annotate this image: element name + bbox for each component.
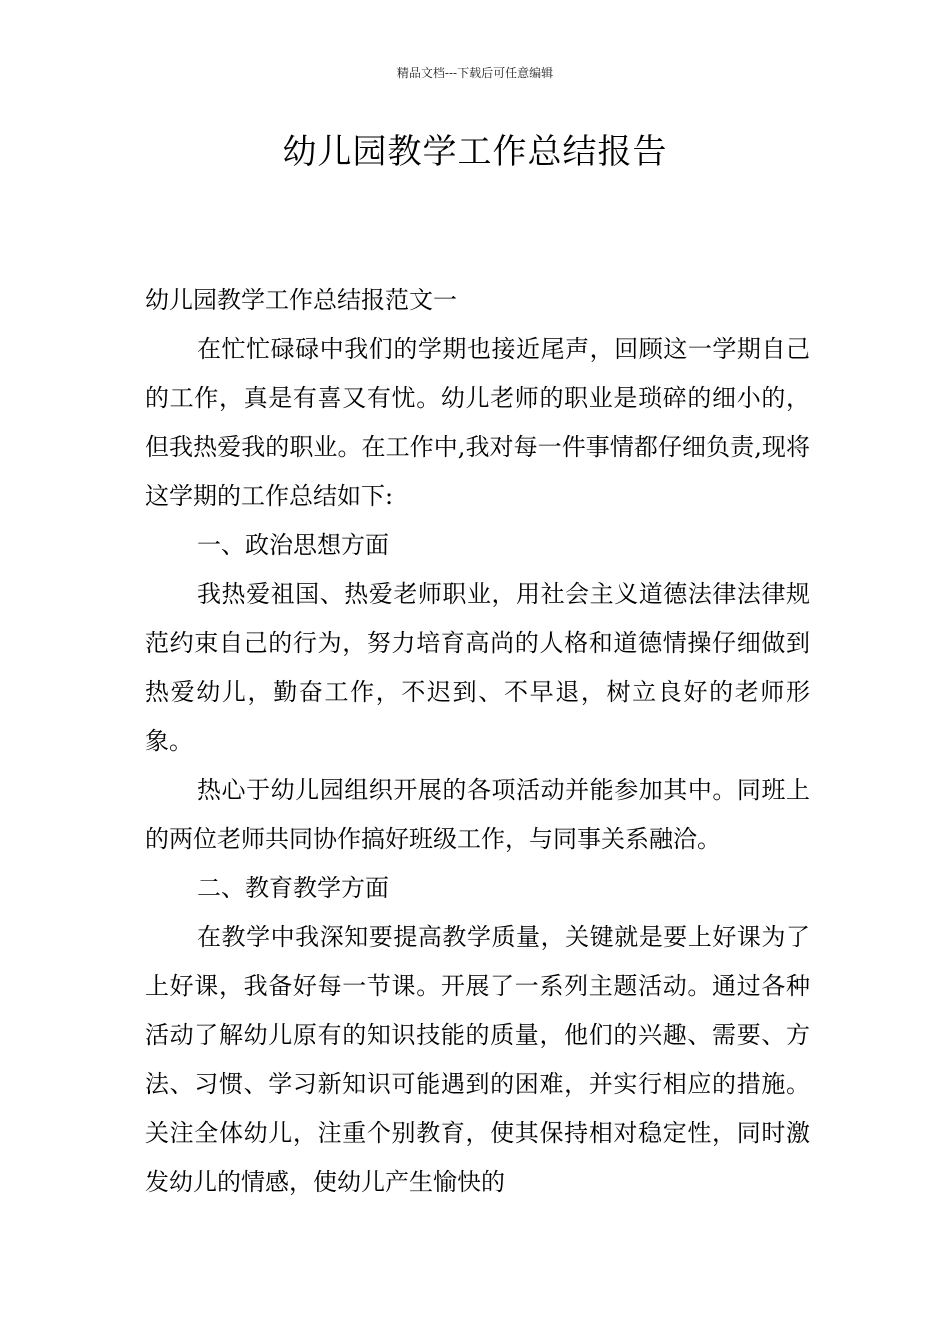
paragraph-intro: 在忙忙碌碌中我们的学期也接近尾声，回顾这一学期自己的工作，真是有喜又有忧。幼儿老师的职业是琐碎的细小的，但我热爱我的职业。在工作中,我对每一件事情都仔细负责,现将这学期的工作总结如下: [145, 335, 810, 510]
section-heading-teaching: 二、教育教学方面 [197, 874, 389, 902]
document-body [145, 276, 810, 1207]
header-note: 精品文档---下载后可任意编辑 [396, 66, 554, 80]
section-subtitle: 幼儿园教学工作总结报范文一 [145, 286, 457, 314]
paragraph-politics: 我热爱祖国、热爱老师职业，用社会主义道德法律法律规范约束自己的行为，努力培育高尚的人格和道德情操仔细做到热爱幼儿，勤奋工作，不迟到、不早退，树立良好的老师形象。 [145, 580, 810, 755]
section-heading-politics: 一、政治思想方面 [197, 531, 389, 559]
document-title: 幼儿园教学工作总结报告 [282, 132, 668, 172]
paragraph-activities: 热心于幼儿园组织开展的各项活动并能参加其中。同班上的两位老师共同协作搞好班级工作，与同事关系融洽。 [145, 776, 810, 853]
paragraph-teaching: 在教学中我深知要提高教学质量，关键就是要上好课为了上好课，我备好每一节课。开展了一系列主题活动。通过各种活动了解幼儿原有的知识技能的质量，他们的兴趣、需要、方法、习惯、学习新知识可能遇到的困难，并实行相应的措施。关注全体幼儿，注重个别教育，使其保持相对稳定性，同时激发幼儿的情感，使幼儿产生愉快的 [145, 923, 810, 1196]
